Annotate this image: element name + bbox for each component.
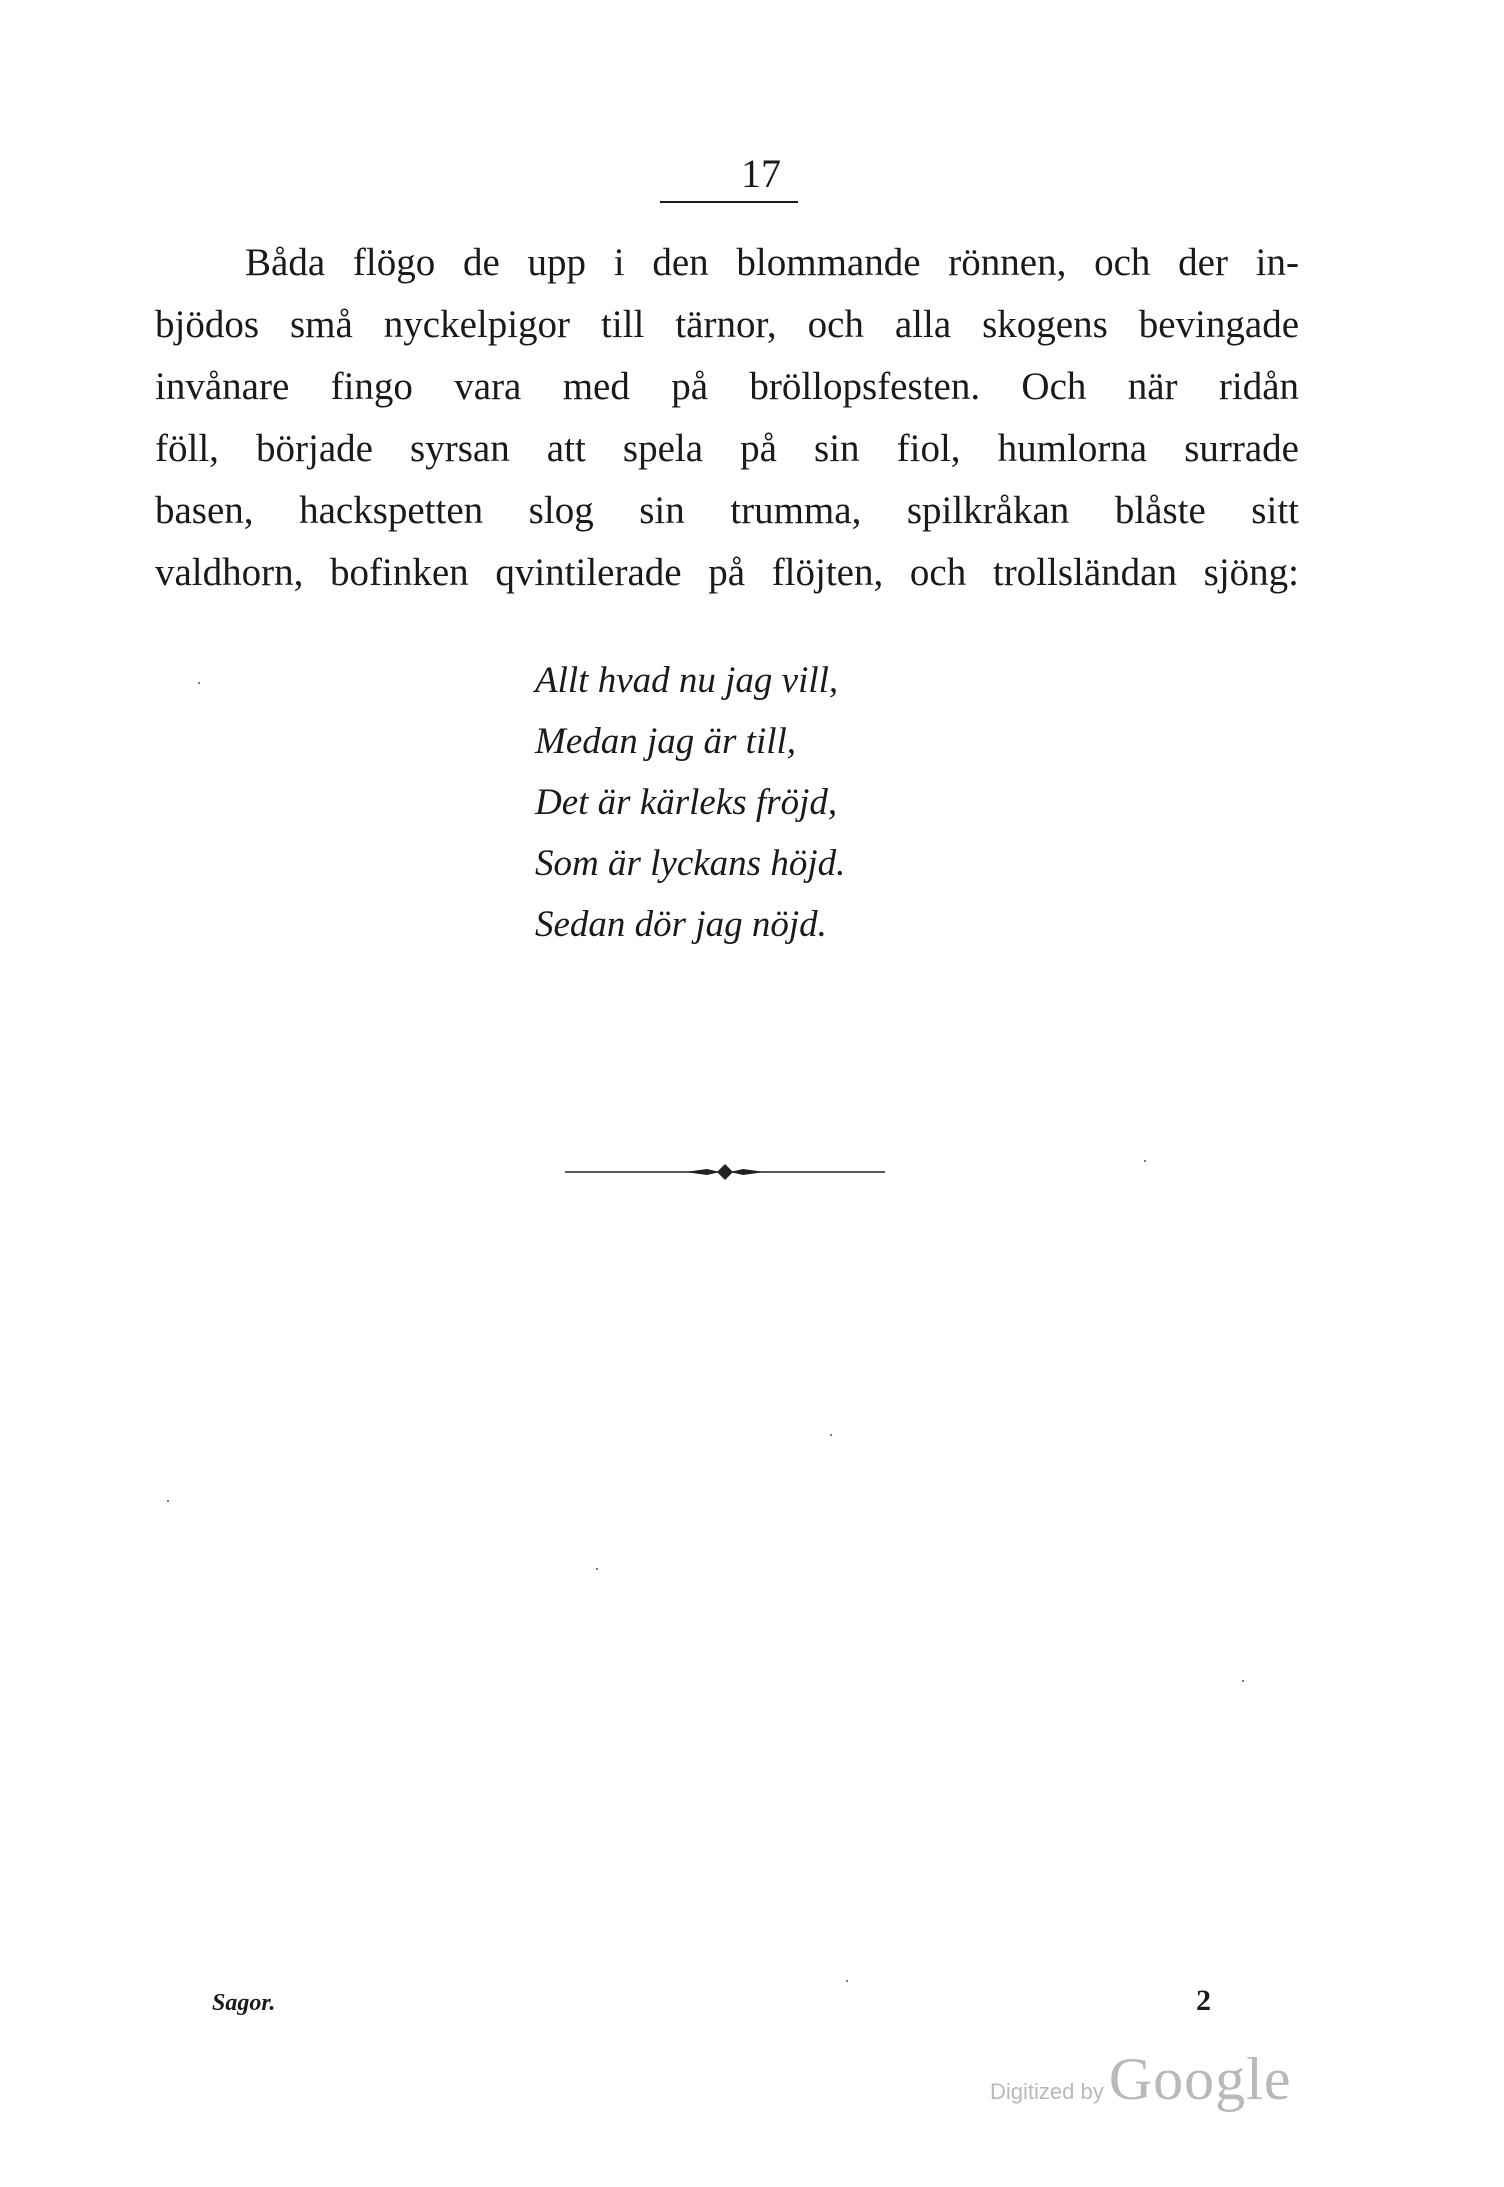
verse-line: Medan jag är till, [535, 721, 797, 762]
prose-line: valdhorn, bofinken qvintilerade på flöjten, och trollsländan sjöng: [155, 551, 1299, 594]
page-number: 17 [741, 151, 781, 196]
signature-mark: Sagor. [212, 1990, 276, 2016]
sheet-number: 2 [1196, 1984, 1211, 2017]
prose-line: basen, hackspetten slog sin trumma, spilkråkan blåste sitt [155, 489, 1299, 532]
prose-paragraph [155, 232, 1299, 604]
section-divider-ornament [565, 1160, 885, 1184]
watermark-brand: Google [1108, 2046, 1292, 2112]
page-number-rule [660, 201, 798, 203]
prose-line: bjödos små nyckelpigor till tärnor, och alla skogens bevingade [155, 303, 1299, 346]
verse-line: Det är kärleks fröjd, [535, 782, 838, 823]
verse-stanza [535, 650, 1035, 955]
scan-speck [1144, 1160, 1146, 1162]
scan-speck [596, 1568, 598, 1570]
scan-speck [1242, 1680, 1244, 1682]
watermark-prefix: Digitized by [990, 2079, 1104, 2104]
verse-line: Allt hvad nu jag vill, [535, 660, 839, 701]
prose-line: invånare fingo vara med på bröllopsfesten. Och när ridån [155, 365, 1299, 408]
verse-line: Sedan dör jag nöjd. [535, 904, 827, 945]
prose-line: Båda flögo de upp i den blommande rönnen, och der in- [245, 241, 1299, 284]
digitized-watermark [990, 2045, 1291, 2114]
scan-speck [830, 1434, 832, 1436]
scan-speck [198, 682, 200, 684]
scan-speck [167, 1500, 169, 1502]
verse-line: Som är lyckans höjd. [535, 843, 846, 884]
scan-speck [846, 1980, 848, 1982]
prose-line: föll, började syrsan att spela på sin fiol, humlorna surrade [155, 427, 1299, 470]
